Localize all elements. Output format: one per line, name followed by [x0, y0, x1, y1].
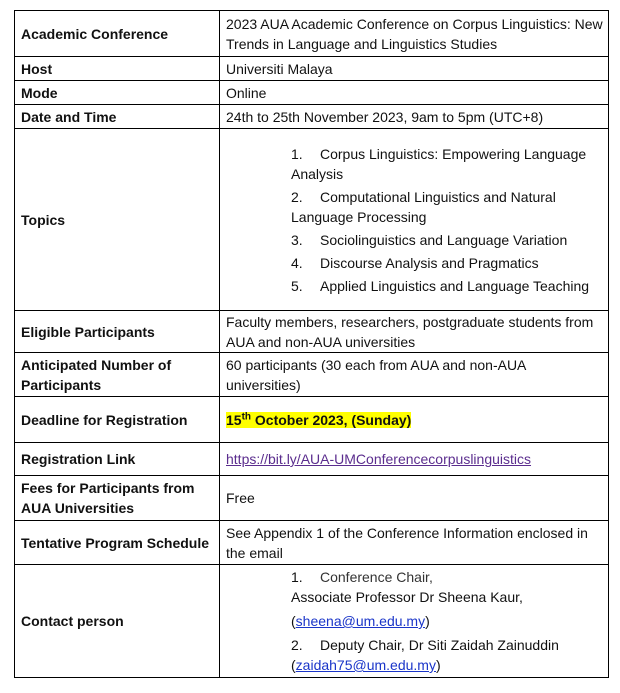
table-row	[15, 311, 609, 353]
list-item	[291, 144, 603, 184]
table-row	[15, 81, 609, 105]
list-item	[291, 276, 603, 296]
contact-email-line	[291, 611, 603, 631]
table-row	[15, 443, 609, 476]
list-text: Discourse Analysis and Pragmatics	[320, 254, 539, 271]
list-text: Computational Linguistics and Natural Language Processing	[291, 188, 556, 225]
row-label: Anticipated Number of Participants	[15, 353, 220, 397]
row-label: Eligible Participants	[15, 311, 220, 353]
row-label: Academic Conference	[15, 11, 220, 57]
list-text: Applied Linguistics and Language Teaching	[320, 277, 590, 294]
row-label: Contact person	[15, 565, 220, 678]
topics-list	[226, 144, 603, 296]
table-row	[15, 565, 609, 678]
table-row	[15, 105, 609, 129]
row-value: Free	[220, 476, 609, 521]
link-cell	[220, 443, 609, 476]
table-row	[15, 11, 609, 57]
deadline-rest: October 2023, (Sunday)	[251, 411, 412, 428]
table-row	[15, 353, 609, 397]
contact-list	[226, 567, 603, 675]
list-number: 5.	[291, 277, 303, 294]
list-text: Sociolinguistics and Language Variation	[320, 231, 568, 248]
deadline-day: 15	[226, 411, 242, 428]
registration-link[interactable]: https://bit.ly/AUA-UMConferencecorpuslinguistics	[226, 451, 532, 467]
row-value: See Appendix 1 of the Conference Information enclosed in the email	[220, 521, 609, 565]
paren: (	[291, 657, 296, 673]
paren: (	[291, 613, 296, 629]
row-label: Tentative Program Schedule	[15, 521, 220, 565]
paren: )	[435, 657, 441, 673]
deadline-cell	[220, 397, 609, 443]
list-text: Corpus Linguistics: Empowering Language Analysis	[291, 145, 587, 182]
table-row	[15, 476, 609, 521]
list-number: 1.	[291, 569, 303, 585]
table-row	[15, 397, 609, 443]
list-item	[291, 253, 603, 273]
row-value: 2023 AUA Academic Conference on Corpus Linguistics: New Trends in Language and Linguistics Studies	[220, 11, 609, 57]
list-number: 2.	[291, 637, 303, 653]
email-link[interactable]: zaidah75@um.edu.my	[295, 657, 436, 673]
deadline-ordinal: th	[241, 410, 252, 422]
email-link[interactable]: sheena@um.edu.my	[295, 613, 426, 629]
row-label: Deadline for Registration	[15, 397, 220, 443]
list-item	[291, 187, 603, 227]
row-label: Date and Time	[15, 105, 220, 129]
row-label: Registration Link	[15, 443, 220, 476]
conference-info-table	[14, 10, 609, 678]
topics-cell	[220, 129, 609, 311]
list-number: 1.	[291, 145, 303, 162]
row-label: Host	[15, 57, 220, 81]
contact-name: Deputy Chair, Dr Siti Zaidah Zainuddin	[320, 637, 559, 653]
table-row	[15, 521, 609, 565]
contact-cell	[220, 565, 609, 678]
contact-name: Associate Professor Dr Sheena Kaur,	[291, 589, 523, 605]
row-label: Fees for Participants from AUA Universities	[15, 476, 220, 521]
paren: )	[425, 613, 430, 629]
table-row	[15, 129, 609, 311]
row-value: 24th to 25th November 2023, 9am to 5pm (UTC+8)	[220, 105, 609, 129]
contact-email-line	[291, 655, 603, 675]
row-label: Topics	[15, 129, 220, 311]
row-value: Universiti Malaya	[220, 57, 609, 81]
list-item	[291, 635, 603, 655]
deadline-highlight	[226, 412, 411, 428]
list-item	[291, 567, 603, 587]
row-value: Faculty members, researchers, postgraduate students from AUA and non-AUA universities	[220, 311, 609, 353]
list-item	[291, 230, 603, 250]
table-row	[15, 57, 609, 81]
row-value: Online	[220, 81, 609, 105]
list-number: 4.	[291, 254, 303, 271]
list-number: 2.	[291, 188, 303, 205]
contact-role: Conference Chair,	[320, 569, 433, 585]
row-label: Mode	[15, 81, 220, 105]
row-value: 60 participants (30 each from AUA and non-AUA universities)	[220, 353, 609, 397]
list-number: 3.	[291, 231, 303, 248]
